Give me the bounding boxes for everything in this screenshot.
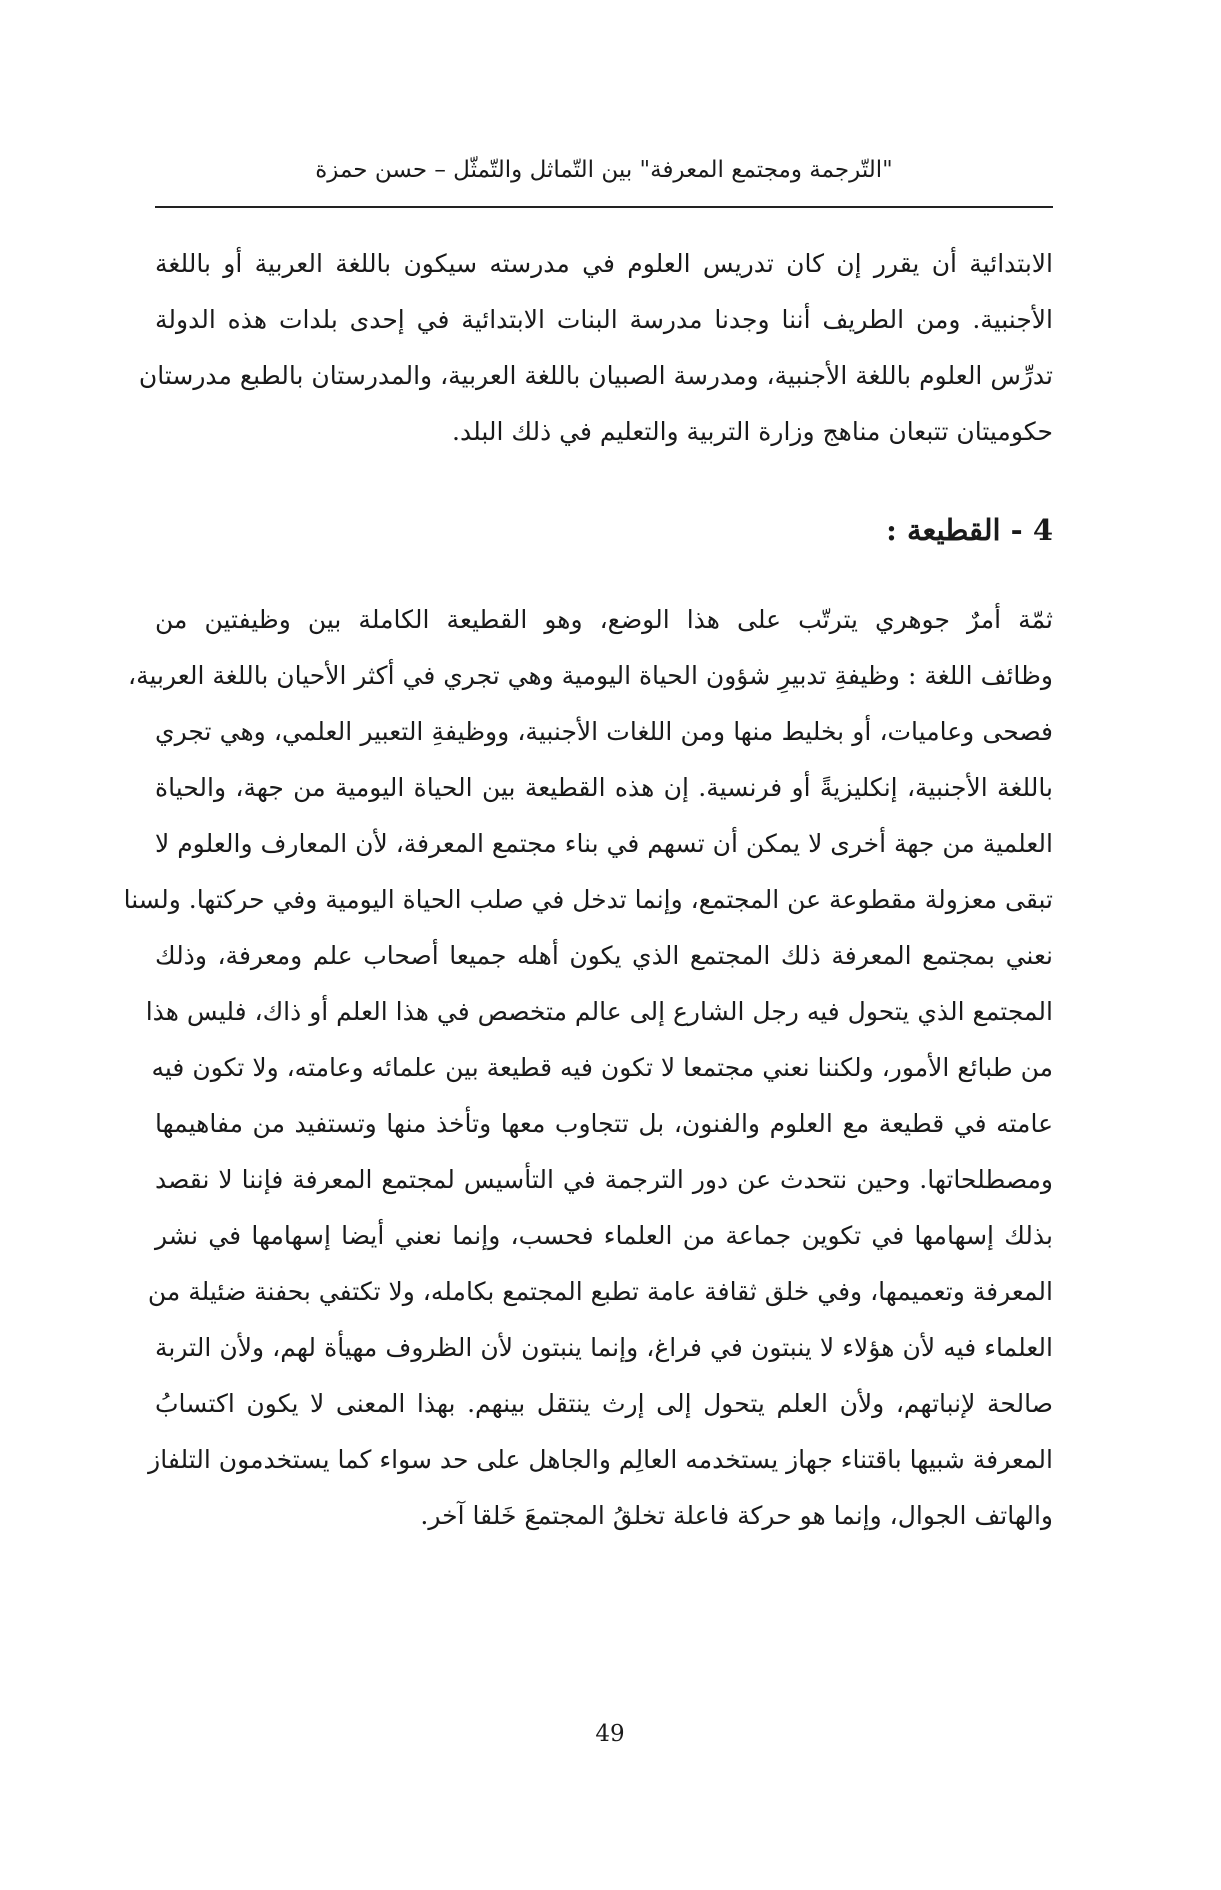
paragraph-line: عامته في قطيعة مع العلوم والفنون، بل تتجاوب معها وتأخذ منها وتستفيد من مفاهيمها bbox=[155, 1109, 1053, 1138]
paragraph-line: ثمّة أمرٌ جوهري يترتّب على هذا الوضع، وهو القطيعة الكاملة بين وظيفتين من bbox=[155, 605, 1053, 634]
paragraph-line: الابتدائية أن يقرر إن كان تدريس العلوم في مدرسته سيكون باللغة العربية أو باللغة bbox=[155, 249, 1053, 278]
paragraph-line: تبقى معزولة مقطوعة عن المجتمع، وإنما تدخل في صلب الحياة اليومية وفي حركتها. ولسنا bbox=[123, 885, 1053, 914]
paragraph-line: نعني بمجتمع المعرفة ذلك المجتمع الذي يكون أهله جميعا أصحاب علم ومعرفة، وذلك bbox=[155, 941, 1053, 970]
section-heading: 4 - القطيعة : bbox=[886, 513, 1053, 547]
paragraph-1 bbox=[138, 236, 1053, 460]
paragraph-line: ومصطلحاتها. وحين نتحدث عن دور الترجمة في التأسيس لمجتمع المعرفة فإننا لا نقصد bbox=[155, 1165, 1053, 1194]
paragraph-line: المجتمع الذي يتحول فيه رجل الشارع إلى عالم متخصص في هذا العلم أو ذاك، فليس هذا bbox=[145, 997, 1053, 1026]
paragraph-line: باللغة الأجنبية، إنكليزيةً أو فرنسية. إن هذه القطيعة بين الحياة اليومية من جهة، والحياة bbox=[155, 773, 1053, 802]
paragraph-line: حكوميتان تتبعان مناهج وزارة التربية والتعليم في ذلك البلد. bbox=[452, 417, 1053, 446]
paragraph-line: المعرفة وتعميمها، وفي خلق ثقافة عامة تطبع المجتمع بكامله، ولا تكتفي بحفنة ضئيلة من bbox=[147, 1277, 1053, 1306]
paragraph-line: وظائف اللغة : وظيفةِ تدبيرِ شؤون الحياة اليومية وهي تجري في أكثر الأحيان باللغة العربية، bbox=[128, 661, 1053, 690]
running-header: "التّرجمة ومجتمع المعرفة" بين التّماثل والتّمثّل – حسن حمزة bbox=[315, 157, 893, 183]
paragraph-line: الأجنبية. ومن الطريف أننا وجدنا مدرسة البنات الابتدائية في إحدى بلدات هذه الدولة bbox=[155, 305, 1053, 334]
paragraph-line: من طبائع الأمور، ولكننا نعني مجتمعا لا تكون فيه قطيعة بين علمائه وعامته، ولا تكون فيه bbox=[151, 1053, 1053, 1082]
paragraph-line: المعرفة شبيها باقتناء جهاز يستخدمه العالِم والجاهل على حد سواء كما يستخدمون التلفاز bbox=[148, 1445, 1053, 1474]
paragraph-line: العلماء فيه لأن هؤلاء لا ينبتون في فراغ، وإنما ينبتون لأن الظروف مهيأة لهم، ولأن التربة bbox=[155, 1333, 1053, 1362]
paragraph-line: صالحة لإنباتهم، ولأن العلم يتحول إلى إرث ينتقل بينهم. بهذا المعنى لا يكون اكتسابُ bbox=[155, 1389, 1053, 1418]
page-number: 49 bbox=[595, 1721, 625, 1747]
paragraph-line: والهاتف الجوال، وإنما هو حركة فاعلة تخلقُ المجتمعَ خَلقا آخر. bbox=[420, 1501, 1053, 1530]
header-rule bbox=[155, 206, 1053, 208]
paragraph-line: فصحى وعاميات، أو بخليط منها ومن اللغات الأجنبية، ووظيفةِ التعبير العلمي، وهي تجري bbox=[155, 717, 1053, 746]
paragraph-line: العلمية من جهة أخرى لا يمكن أن تسهم في بناء مجتمع المعرفة، لأن المعارف والعلوم لا bbox=[154, 829, 1053, 858]
paragraph-line: بذلك إسهامها في تكوين جماعة من العلماء فحسب، وإنما نعني أيضا إسهامها في نشر bbox=[155, 1221, 1053, 1250]
paragraph-line: تدرِّس العلوم باللغة الأجنبية، ومدرسة الصبيان باللغة العربية، والمدرستان بالطبع مدرستان bbox=[138, 361, 1053, 390]
paragraph-2 bbox=[123, 592, 1053, 1544]
